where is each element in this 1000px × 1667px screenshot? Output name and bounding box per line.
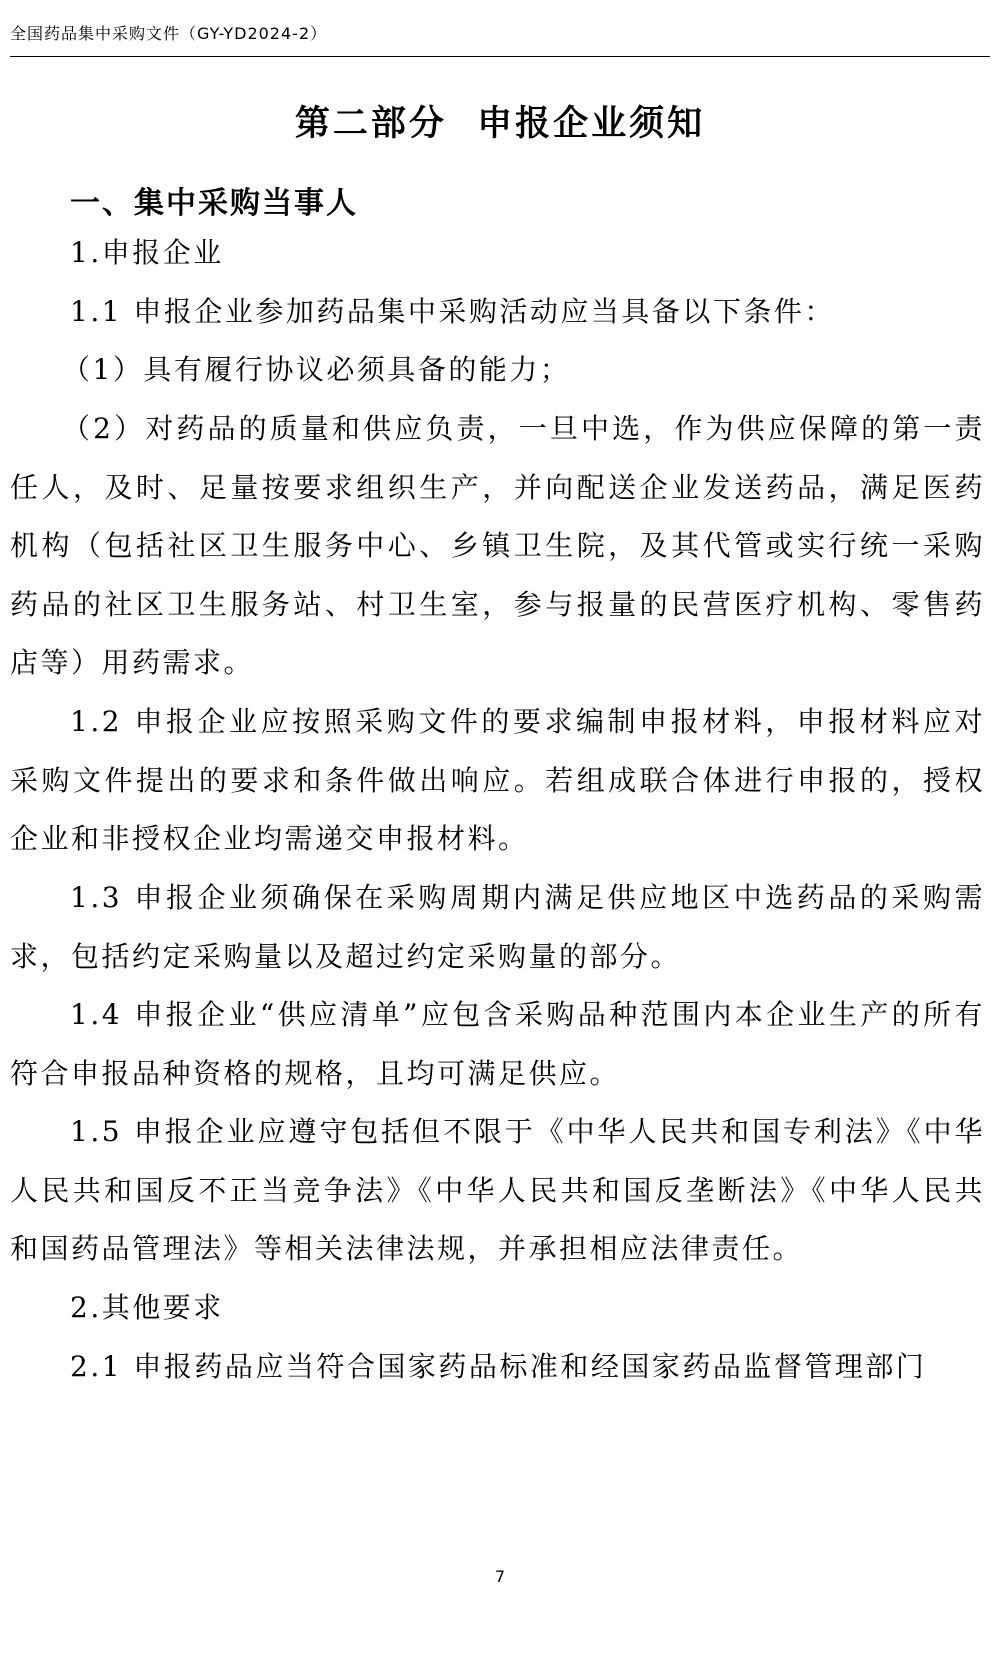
section-heading: 一、集中采购当事人 xyxy=(70,186,358,221)
clause-1-1: 1.1 申报企业参加药品集中采购活动应当具备以下条件： xyxy=(70,295,835,328)
clause-1-4: 1.4 申报企业“供应清单”应包含采购品种范围内本企业生产的所有符合申报品种资格的规格，且均可满足供应。 xyxy=(10,998,985,1090)
clause-1-3: 1.3 申报企业须确保在采购周期内满足供应地区中选药品的采购需求，包括约定采购量以及超过约定采购量的部分。 xyxy=(10,881,985,973)
clause-1-5: 1.5 申报企业应遵守包括但不限于《中华人民共和国专利法》《中华人民共和国反不正当竞争法》《中华人民共和国反垄断法》《中华人民共和国药品管理法》等相关法律法规，并承担相应法律责任。 xyxy=(10,1115,985,1265)
header-divider xyxy=(10,56,990,57)
clause-2-1: 2.1 申报药品应当符合国家药品标准和经国家药品监督管理部门 xyxy=(70,1350,927,1383)
subsection-heading-applicant: 1.申报企业 xyxy=(70,236,224,269)
page-title: 第二部分 申报企业须知 xyxy=(294,104,706,144)
clause-1-2: 1.2 申报企业应按照采购文件的要求编制申报材料，申报材料应对采购文件提出的要求和条件做出响应。若组成联合体进行申报的，授权企业和非授权企业均需递交申报材料。 xyxy=(10,705,985,855)
page-number: 7 xyxy=(494,1567,506,1586)
subsection-heading-other: 2.其他要求 xyxy=(70,1291,224,1324)
clause-1-1-item-2: （2）对药品的质量和供应负责，一旦中选，作为供应保障的第一责任人，及时、足量按要求组织生产，并向配送企业发送药品，满足医药机构（包括社区卫生服务中心、乡镇卫生院，及其代管或实行统一采购药品的社区卫生服务站、村卫生室，参与报量的民营医疗机构、零售药店等）用药需求。 xyxy=(10,412,985,679)
document-header: 全国药品集中采购文件（GY-YD2024-2） xyxy=(10,24,328,43)
clause-1-1-item-1: （1）具有履行协议必须具备的能力； xyxy=(62,353,571,386)
